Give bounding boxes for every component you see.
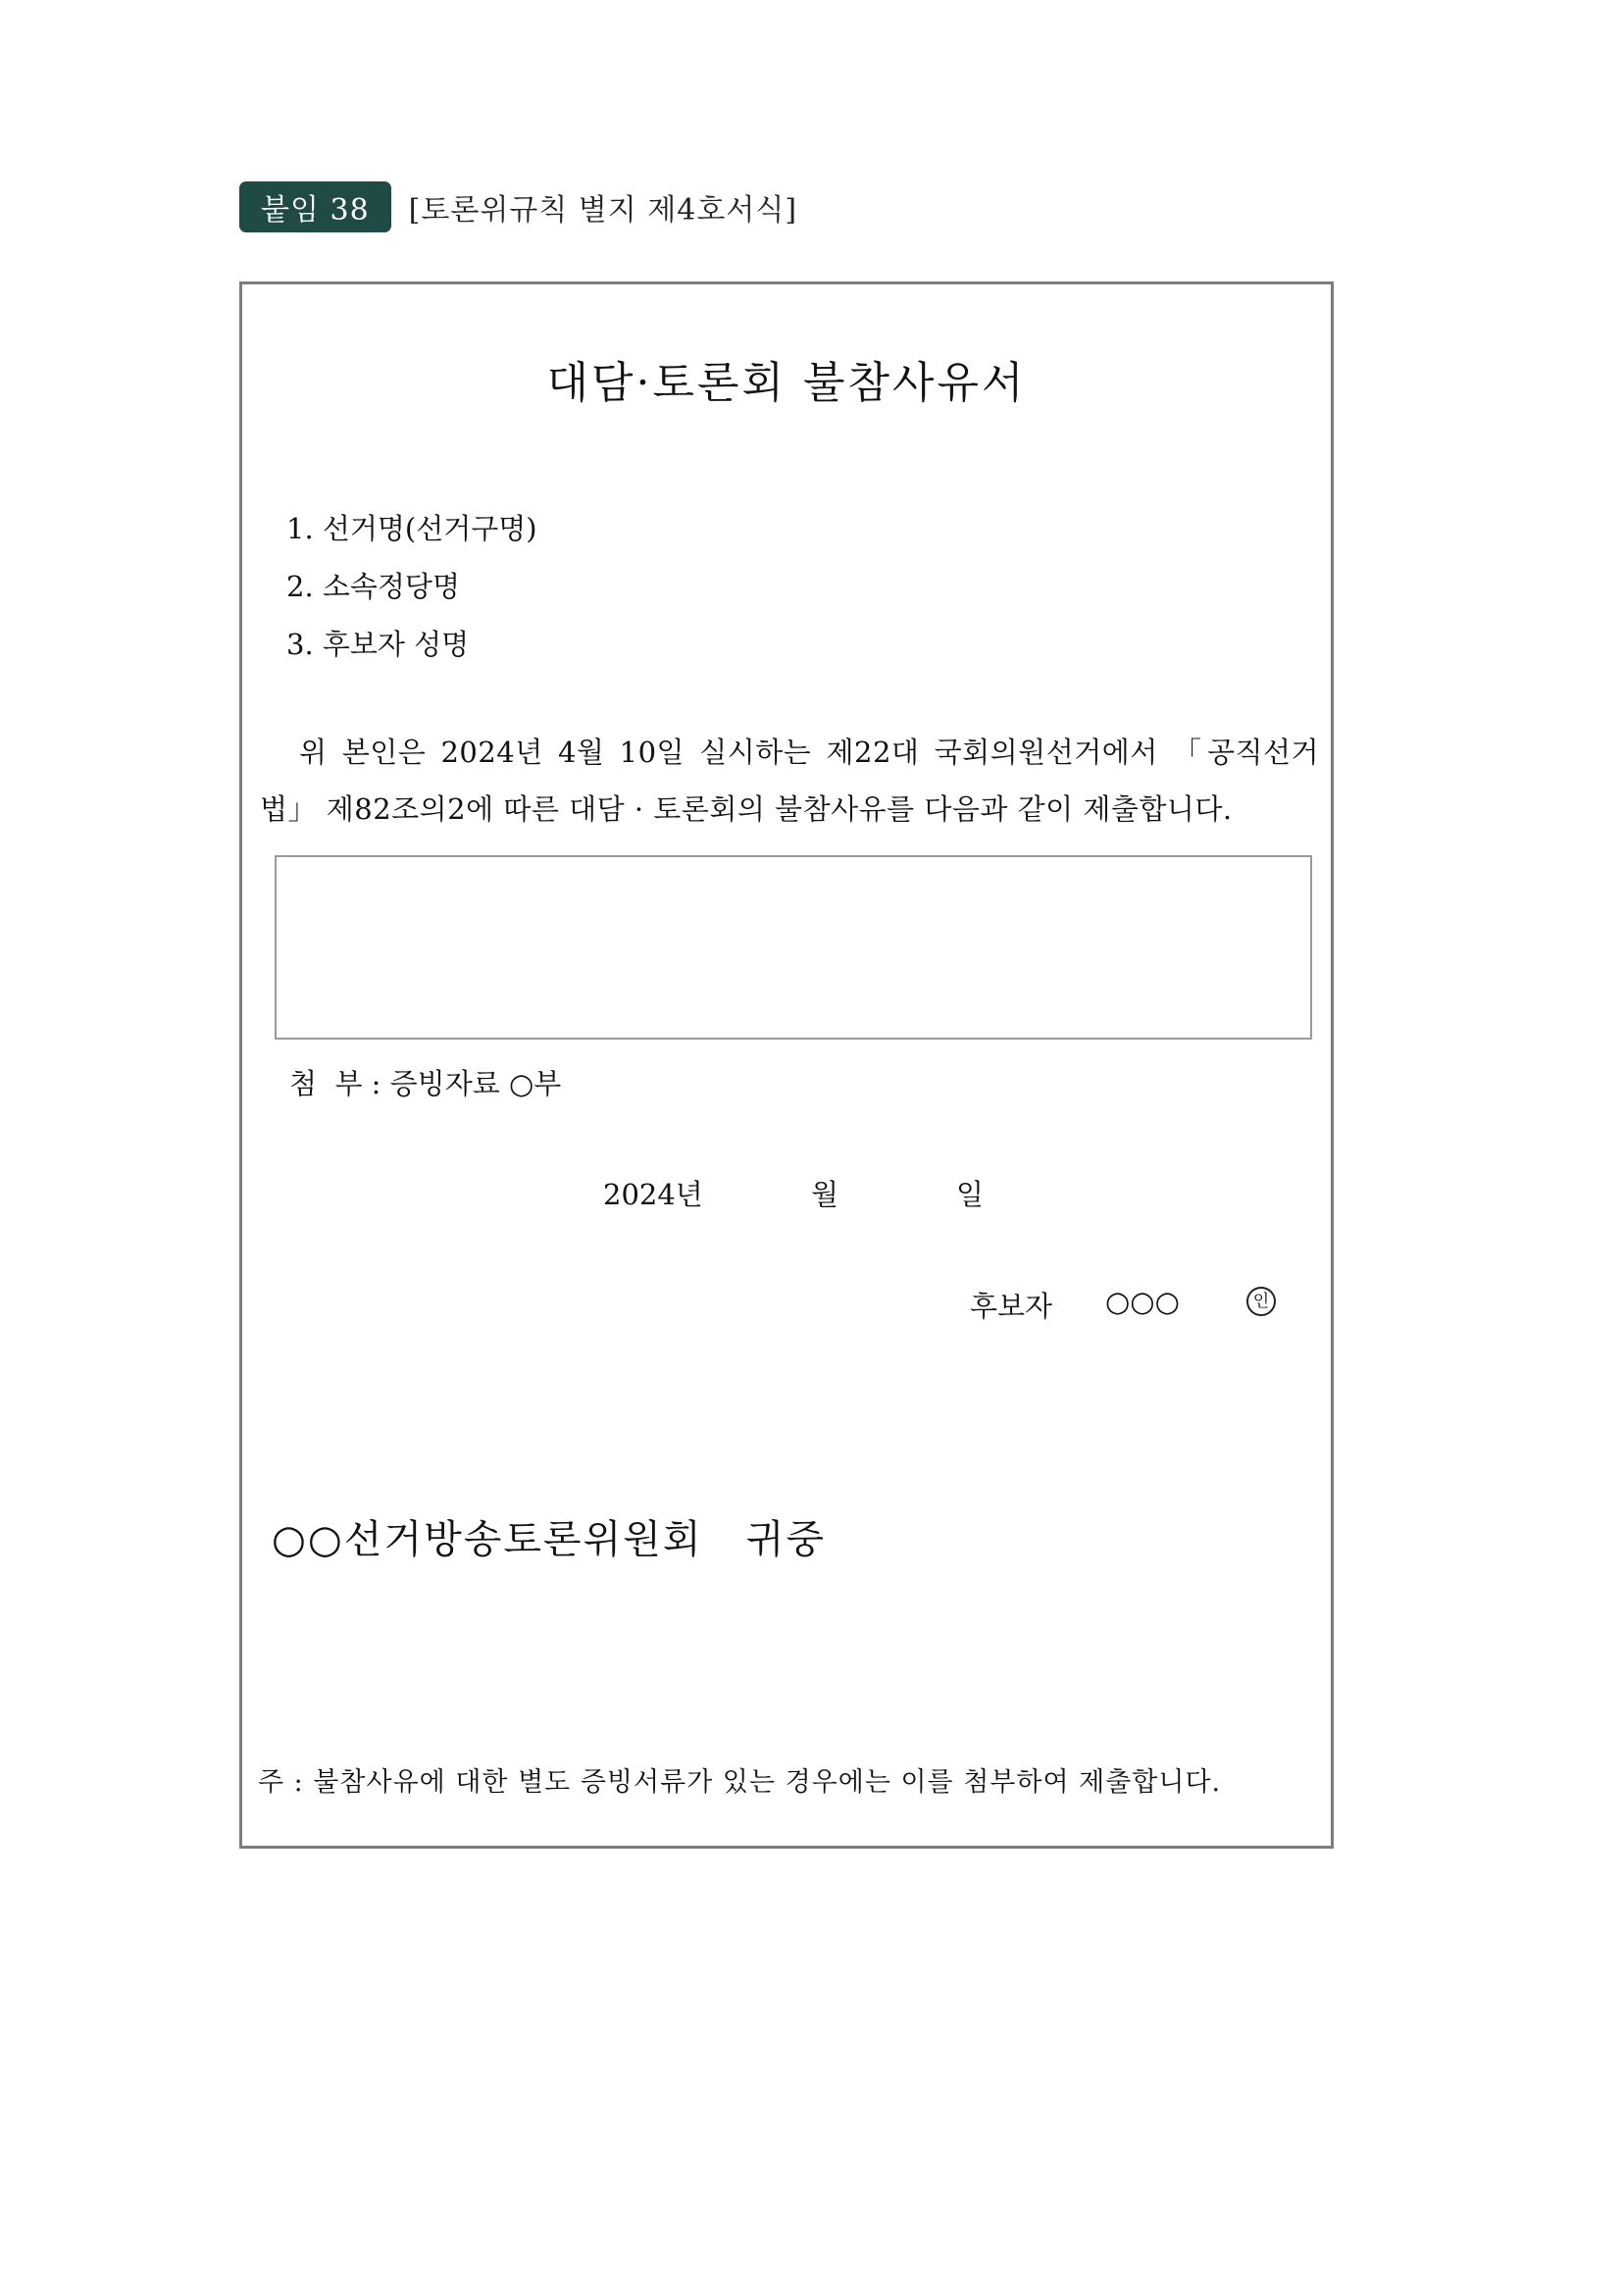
attachment-badge: 붙임 38 [239,181,391,232]
seal-icon: 인 [1246,1287,1276,1316]
form-items [286,500,537,674]
date-day: 일 [956,1178,985,1211]
form-title: 대담·토론회 불참사유서 [546,358,1027,408]
form-frame [239,281,1334,1849]
attachment-line: 첨 부 : 증빙자료 ○부 [289,1067,562,1100]
form-reference: [토론위규칙 별지 제4호서식] [408,193,798,228]
footnote: 주 : 불참사유에 대한 별도 증빙서류가 있는 경우에는 이를 첨부하여 제출합니다. [258,1767,1222,1798]
signature-name: ○○○ [1105,1285,1180,1318]
reason-field[interactable] [275,855,1312,1040]
statement-paragraph: 위 본인은 2024년 4월 10일 실시하는 제22대 국회의원선거에서 「공직선거법」 제82조의2에 따른 대담 · 토론회의 불참사유를 다음과 같이 제출합니다. [260,736,1319,826]
signature-label: 후보자 [970,1290,1053,1323]
date-month: 월 [811,1178,839,1211]
item-election-name: 1. 선거명(선거구명) [286,512,537,545]
item-party-name: 2. 소속정당명 [286,570,460,603]
item-candidate-name: 3. 후보자 성명 [286,628,470,661]
date-year: 2024년 [603,1178,703,1211]
recipient: ○○선거방송토론위원회 귀중 [272,1517,826,1562]
document-header [239,179,797,234]
